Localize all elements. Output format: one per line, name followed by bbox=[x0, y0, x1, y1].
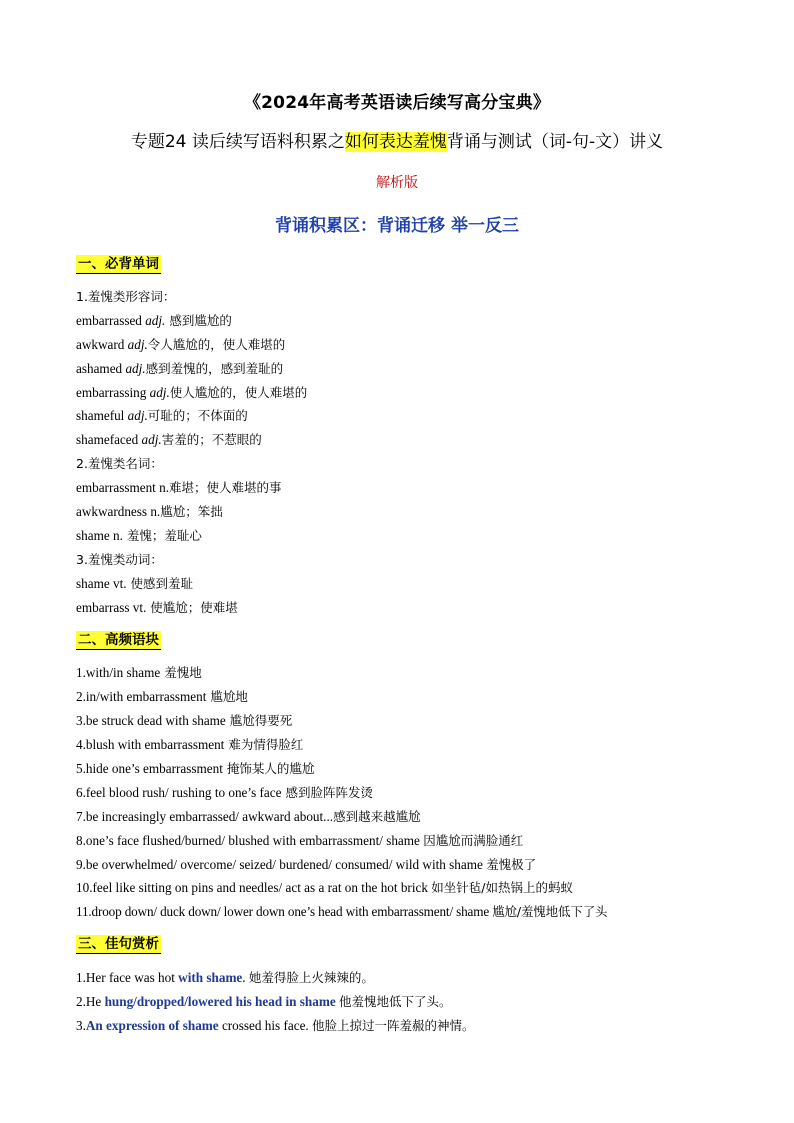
chunk-item: 1.with/in shame 羞愧地 bbox=[76, 665, 202, 680]
noun-heading: 2.羞愧类名词： bbox=[76, 456, 163, 471]
chunk-item: 7.be increasingly embarrassed/ awkward about...感到越来越尴尬 bbox=[76, 809, 421, 824]
section-heading-words: 一、必背单词 bbox=[78, 256, 159, 272]
adj-heading: 1.羞愧类形容词： bbox=[76, 289, 176, 304]
topic-title bbox=[0, 127, 794, 152]
chunk-item: 3.be struck dead with shame 尴尬得要死 bbox=[76, 713, 293, 728]
section-heading-chunks: 二、高频语块 bbox=[78, 632, 159, 648]
word-entry: shamefaced adj.害羞的；不惹眼的 bbox=[76, 432, 262, 447]
topic-title-prefix: 专题24 读后续写语料积累之 bbox=[130, 132, 345, 152]
chunk-item: 4.blush with embarrassment 难为情得脸红 bbox=[76, 737, 304, 752]
document-title: 《2024年高考英语读后续写高分宝典》 bbox=[243, 93, 551, 113]
word-entry: awkward adj.令人尴尬的，使人难堪的 bbox=[76, 337, 286, 352]
word-entry: shame n. 羞愧；羞耻心 bbox=[76, 528, 202, 543]
word-entry: shame vt. 使感到羞耻 bbox=[76, 576, 194, 591]
edition-label: 解析版 bbox=[376, 175, 418, 191]
word-entry: embarrassing adj.使人尴尬的，使人难堪的 bbox=[76, 385, 308, 400]
zone-title: 背诵积累区：背诵迁移 举一反三 bbox=[275, 216, 519, 236]
chunk-item: 8.one’s face flushed/burned/ blushed with embarrassment/ shame 因尴尬而满脸通红 bbox=[76, 833, 524, 848]
section-heading-sentences: 三、佳句赏析 bbox=[78, 936, 159, 952]
chunk-item: 10.feel like sitting on pins and needles/ act as a rat on the hot brick 如坐针毡/如热锅上的蚂蚁 bbox=[76, 880, 573, 895]
verb-heading: 3.羞愧类动词： bbox=[76, 552, 163, 567]
topic-title-highlight: 如何表达羞愧 bbox=[344, 132, 447, 152]
word-entry: ashamed adj.感到羞愧的，感到羞耻的 bbox=[76, 361, 284, 376]
word-entry: shameful adj.可耻的；不体面的 bbox=[76, 408, 248, 423]
chunk-item: 5.hide one’s embarrassment 掩饰某人的尴尬 bbox=[76, 761, 315, 776]
word-entry: embarrassment n.难堪；使人难堪的事 bbox=[76, 480, 282, 495]
chunk-item: 9.be overwhelmed/ overcome/ seized/ burdened/ consumed/ wild with shame 羞愧极了 bbox=[76, 857, 537, 872]
sentence-item: 2.He hung/dropped/lowered his head in shame 他羞愧地低下了头。 bbox=[76, 994, 452, 1009]
topic-title-suffix: 背诵与测试（词-句-文）讲义 bbox=[446, 132, 664, 152]
sentence-item: 1.Her face was hot with shame. 她羞得脸上火辣辣的。 bbox=[76, 970, 374, 985]
word-entry: awkwardness n.尴尬；笨拙 bbox=[76, 504, 223, 519]
chunk-item: 2.in/with embarrassment 尴尬地 bbox=[76, 689, 248, 704]
word-entry: embarrassed adj. 感到尴尬的 bbox=[76, 313, 232, 328]
word-entry: embarrass vt. 使尴尬；使难堪 bbox=[76, 600, 238, 615]
chunk-item: 6.feel blood rush/ rushing to one’s face 感到脸阵阵发烫 bbox=[76, 785, 373, 800]
chunk-item: 11.droop down/ duck down/ lower down one’s head with embarrassment/ shame 尴尬/羞愧地低下了头 bbox=[76, 904, 608, 919]
sentence-item: 3.An expression of shame crossed his face. 他脸上掠过一阵羞赧的神情。 bbox=[76, 1018, 475, 1033]
